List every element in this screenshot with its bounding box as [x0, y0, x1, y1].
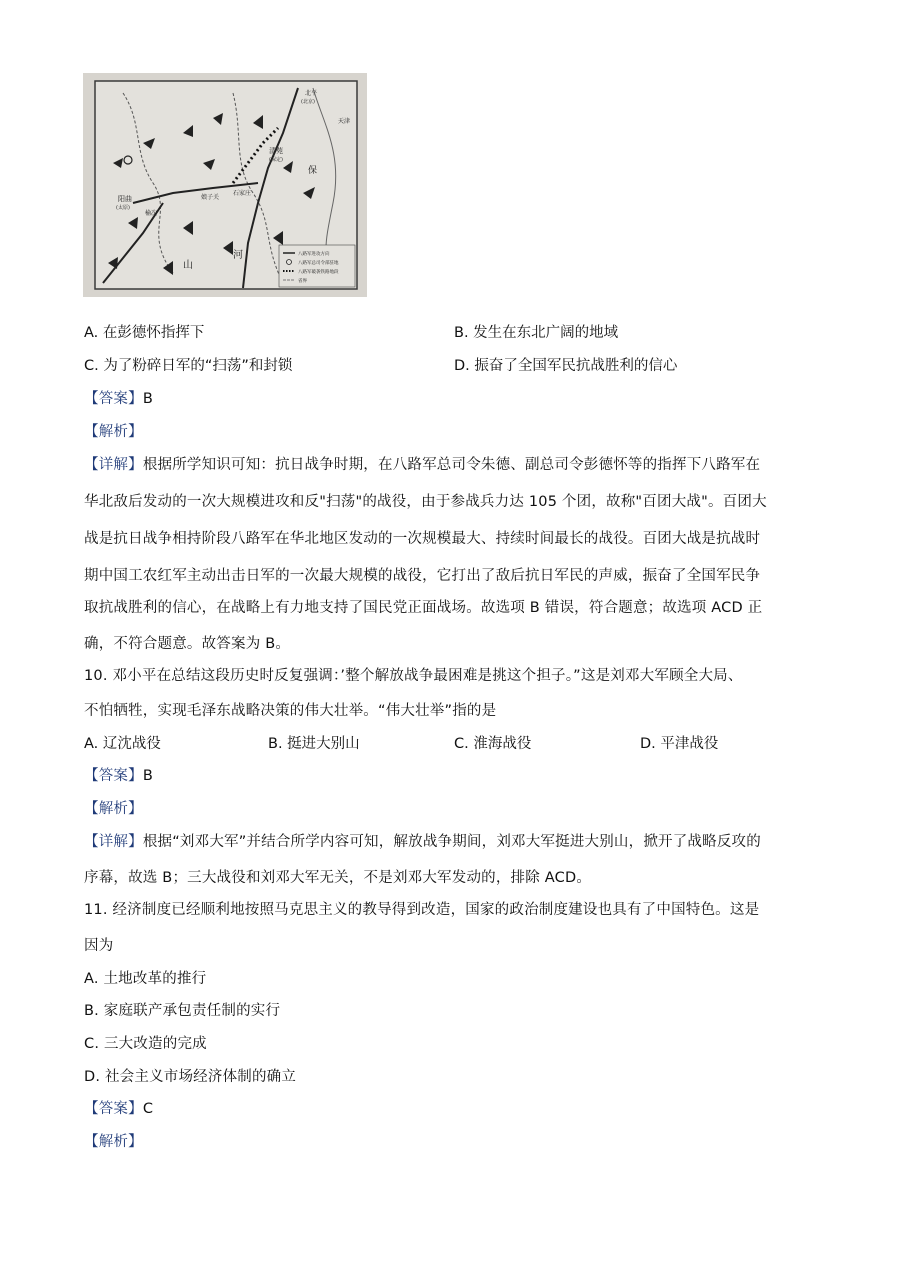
q9-option-a: A. 在彭德怀指挥下 [84, 325, 205, 341]
map-label-shijiazhuang: 石家庄 [233, 190, 252, 197]
legend-item-border: 省界 [298, 279, 307, 284]
detail-tag: 【详解】 [84, 457, 143, 473]
map-label-north: 北平 [305, 90, 318, 97]
map-label-taiyuan-sub: (太原) [116, 205, 130, 211]
q10-answer: 【答案】B [84, 768, 153, 784]
q11-stem-line: 因为 [84, 938, 114, 954]
map-legend [279, 245, 355, 287]
answer-tag: 【答案】 [84, 391, 143, 407]
q9-detail-line: 确，不符合题意。故答案为 B。 [84, 636, 291, 652]
q9-option-c: C. 为了粉碎日军的“扫荡”和封锁 [84, 358, 293, 374]
q10-detail-line: 序幕，故选 B；三大战役和刘邓大军无关，不是刘邓大军发动的，排除 ACD。 [84, 870, 592, 886]
q11-analysis-tag: 【解析】 [84, 1134, 143, 1150]
q11-option-a: A. 土地改革的推行 [84, 971, 207, 987]
q11-option-c: C. 三大改造的完成 [84, 1036, 207, 1052]
map-label-river: 河 [233, 250, 243, 261]
q10-stem-line: 不怕牺牲，实现毛泽东战略决策的伟大壮举。“伟大壮举”指的是 [84, 703, 497, 719]
answer-value: B [142, 391, 153, 407]
q10-analysis-tag: 【解析】 [84, 801, 143, 817]
q9-detail-line: 战是抗日战争相持阶段八路军在华北地区发动的一次规模最大、持续时间最长的战役。百团大战是抗战时 [84, 531, 761, 547]
map-label-baoding-sub: (保定) [269, 157, 283, 163]
q10-option-a: A. 辽沈战役 [84, 736, 161, 752]
q9-detail-line: 【详解】根据所学知识可知：抗日战争时期，在八路军总司令朱德、副总司令彭德怀等的指挥下八路军在 [84, 457, 761, 473]
q10-option-d: D. 平津战役 [640, 736, 719, 752]
map-label-niangziguan: 娘子关 [201, 194, 220, 201]
q9-answer [84, 389, 153, 409]
q11-answer: 【答案】C [84, 1101, 154, 1117]
map-label-baoding: 清苑 [269, 147, 283, 155]
q10-stem-line: 10. 邓小平在总结这段历史时反复强调：’整个解放战争最困难是挑这个担子。”这是刘邓大军顾全大局、 [84, 668, 743, 684]
q9-detail-line: 期中国工农红军主动出击日军的一次最大规模的战役，它打出了敌后抗日军民的声威，振奋了全国军民争 [84, 568, 761, 584]
q11-option-d: D. 社会主义市场经济体制的确立 [84, 1069, 297, 1085]
q11-option-b: B. 家庭联产承包责任制的实行 [84, 1003, 281, 1019]
battle-map-image [83, 73, 367, 297]
q10-detail-line: 【详解】根据“刘邓大军”并结合所学内容可知，解放战争期间，刘邓大军挺进大别山，掀开了战略反攻的 [84, 834, 761, 850]
legend-item-hq: 八路军总司令部驻地 [298, 261, 339, 266]
q10-option-b: B. 挺进大别山 [268, 736, 360, 752]
legend-item-railway: 八路军破袭铁路地段 [298, 270, 339, 275]
q9-option-d: D. 振奋了全国军民抗战胜利的信心 [454, 358, 678, 374]
legend-item-attack: 八路军进攻方向 [298, 252, 330, 257]
q9-option-b: B. 发生在东北广阔的地域 [454, 325, 619, 341]
map-label-mountain: 山 [183, 260, 193, 271]
map-label-tianjin: 天津 [338, 118, 351, 125]
q11-stem-line: 11. 经济制度已经顺利地按照马克思主义的教导得到改造，国家的政治制度建设也具有了中国特色。这是 [84, 902, 760, 918]
q9-detail-line: 华北敌后发动的一次大规模进攻和反"扫荡"的战役，由于参战兵力达 105 个团，故称"百团大战"。百团大 [84, 494, 767, 510]
map-label-north-sub: (北京) [301, 99, 315, 105]
q9-analysis-tag: 【解析】 [84, 424, 143, 440]
map-label-taiyuan: 阳曲 [118, 195, 132, 203]
q10-option-c: C. 淮海战役 [454, 736, 532, 752]
map-label-bao: 保 [308, 166, 318, 176]
map-label-yuci: 榆次 [145, 210, 158, 217]
q9-detail-line: 取抗战胜利的信心，在战略上有力地支持了国民党正面战场。故选项 B 错误，符合题意；故选项 ACD 正 [84, 600, 763, 616]
